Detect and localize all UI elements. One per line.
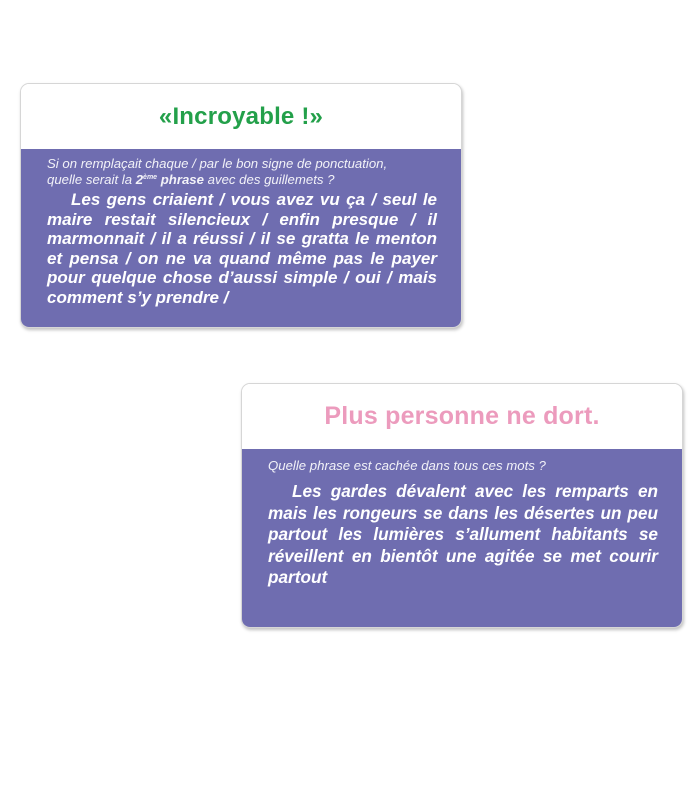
card-header [21, 84, 461, 149]
card-title: Plus personne ne dort. [324, 402, 600, 430]
card-question [47, 157, 437, 187]
card-header [242, 384, 682, 449]
puzzle-card-incroyable [20, 83, 462, 328]
question-line-2-after: avec des guillemets ? [203, 172, 335, 187]
card-body [21, 149, 461, 327]
card-passage: Les gens criaient / vous avez vu ça / seul le maire restait silencieux / enfin presque / il marmonnait / il a réussi / il se gratta le menton et pensa / on ne va quand même pas le payer pour quelque chose d’aussi simple / oui / mais comment s’y prendre / [47, 190, 437, 307]
puzzle-card-plus-personne-ne-dort [241, 383, 683, 628]
card-question: Quelle phrase est cachée dans tous ces mots ? [268, 458, 546, 473]
question-keyword: phrase [160, 172, 204, 187]
card-title: «Incroyable !» [158, 102, 324, 130]
question-line-2-before: quelle serait la [47, 172, 136, 187]
card-passage: Les gardes dévalent avec les remparts en mais les rongeurs se dans les désertes un peu partout les lumières s’allument habitants se réveillent en bientôt une agitée se met courir partout [268, 481, 658, 587]
ordinal-suffix: ème [143, 174, 158, 181]
card-body [242, 449, 682, 627]
question-line-1: Si on remplaçait chaque / par le bon signe de ponctuation, [47, 156, 388, 171]
ordinal-number: 2 [135, 172, 144, 187]
